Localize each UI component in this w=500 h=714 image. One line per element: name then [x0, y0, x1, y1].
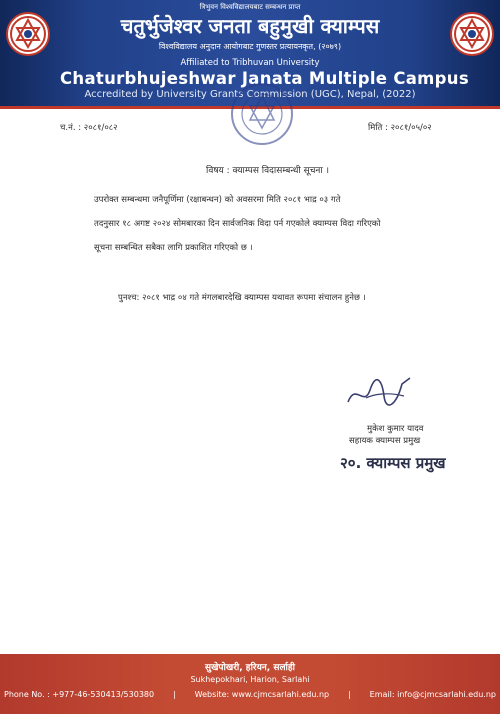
affiliation-line: Affiliated to Tribhuvan University — [180, 58, 320, 68]
grant-accreditation-line: विश्वविद्यालय अनुदान आयोगबाट गुणस्तर प्रत्यायनकृत, (२०७९) — [158, 42, 342, 51]
postscript-note: पुनश्च: २०८१ भाद्र ०४ गते मंगलबारदेखि क्याम्पस यथावत रूपमा संचालन हुनेछ । — [118, 293, 366, 303]
letter-subject: विषय : क्याम्पस विदासम्बन्धी सूचना । — [206, 166, 330, 176]
seal-stamp-icon — [218, 80, 306, 148]
campus-chief-stamp: २०. क्याम्पस प्रमुख — [340, 454, 446, 472]
footer-email-link[interactable]: Email: info@cjmcsarlahi.edu.np — [369, 690, 496, 699]
reference-number: च.नं. : २०८१/०८२ — [60, 123, 118, 133]
signatory-name: मुकेश कुमार यादव — [367, 424, 424, 434]
signatory-title: सहायक क्याम्पस प्रमुख — [349, 436, 421, 446]
recognition-line: त्रिभुवन विश्वविद्यालयबाट सम्बन्धन प्राप्त — [199, 3, 301, 11]
footer-address-english: Sukhepokhari, Harion, Sarlahi — [190, 675, 310, 684]
campus-name-nepali: चतुर्भुजेश्वर जनता बहुमुखी क्याम्पस — [120, 14, 380, 38]
footer-address-nepali: सुखेपोखरी, हरियन, सर्लाही — [204, 663, 295, 673]
handwritten-signature-icon — [344, 372, 414, 412]
letter-date: मिति : २०८१/०५/०२ — [368, 123, 432, 133]
campus-logo-left-icon — [6, 12, 50, 56]
campus-name-english: Chaturbhujeshwar Janata Multiple Campus — [60, 69, 469, 88]
footer-separator: | — [348, 690, 351, 699]
body-line-2: तदनुसार १८ अगष्ट २०२४ सोमबारका दिन सार्वजनिक विदा पर्न गएकोले क्याम्पस विदा गरिएको — [94, 219, 381, 229]
campus-logo-right-icon — [450, 12, 494, 56]
body-line-1: उपरोक्त सम्बन्धमा जनैपूर्णिमा (रक्षाबन्धन) को अवसरमा मिति २०८१ भाद्र ०३ गते — [94, 195, 341, 205]
footer-website-link[interactable]: Website: www.cjmcsarlahi.edu.np — [194, 690, 330, 699]
footer-phone: Phone No. : +977-46-530413/530380 — [4, 690, 155, 699]
footer-separator: | — [173, 690, 176, 699]
footer-contact-row — [4, 690, 496, 699]
accreditation-line: Accredited by University Grants Commission (UGC), Nepal, (2022) — [84, 89, 416, 100]
body-line-3: सूचना सम्बन्धित सबैका लागि प्रकाशित गरिएको छ । — [94, 243, 253, 253]
